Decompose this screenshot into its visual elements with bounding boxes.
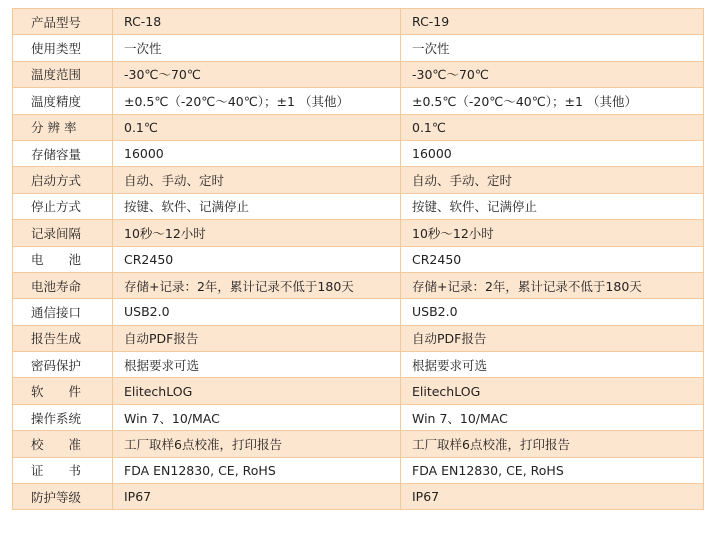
- table-row: [13, 61, 704, 87]
- row-label: 启动方式: [13, 167, 113, 193]
- rc19-value: RC-19: [401, 9, 704, 35]
- table-row: [13, 272, 704, 298]
- rc18-value: RC-18: [113, 9, 401, 35]
- row-label: 温度精度: [13, 88, 113, 114]
- spec-comparison-table: [12, 8, 704, 510]
- rc18-value: 自动、手动、定时: [113, 167, 401, 193]
- rc19-value: ±0.5℃（-20℃～40℃）；±1 （其他）: [401, 88, 704, 114]
- rc19-value: Win 7、10/MAC: [401, 404, 704, 430]
- table-row: [13, 114, 704, 140]
- row-label: 分 辨 率: [13, 114, 113, 140]
- rc18-value: -30℃～70℃: [113, 61, 401, 87]
- rc19-value: 自动、手动、定时: [401, 167, 704, 193]
- row-label: 防护等级: [13, 484, 113, 510]
- rc18-value: IP67: [113, 484, 401, 510]
- table-row: [13, 431, 704, 457]
- table-row: [13, 193, 704, 219]
- rc19-value: 一次性: [401, 35, 704, 61]
- rc19-value: FDA EN12830, CE, RoHS: [401, 457, 704, 483]
- table-row: [13, 35, 704, 61]
- rc19-value: CR2450: [401, 246, 704, 272]
- rc18-value: ±0.5℃（-20℃～40℃）；±1 （其他）: [113, 88, 401, 114]
- rc18-value: CR2450: [113, 246, 401, 272]
- rc19-value: 0.1℃: [401, 114, 704, 140]
- table-row: [13, 220, 704, 246]
- rc18-value: 10秒～12小时: [113, 220, 401, 246]
- rc19-value: 自动PDF报告: [401, 325, 704, 351]
- table-row: [13, 457, 704, 483]
- row-label: 电 池: [13, 246, 113, 272]
- rc18-value: 存储+记录：2年，累计记录不低于180天: [113, 272, 401, 298]
- rc19-value: 根据要求可选: [401, 352, 704, 378]
- rc18-value: 按键、软件、记满停止: [113, 193, 401, 219]
- row-label: 校 准: [13, 431, 113, 457]
- row-label: 证 书: [13, 457, 113, 483]
- row-label: 操作系统: [13, 404, 113, 430]
- table-row: [13, 9, 704, 35]
- rc19-value: -30℃～70℃: [401, 61, 704, 87]
- table-row: [13, 299, 704, 325]
- rc18-value: 根据要求可选: [113, 352, 401, 378]
- row-label: 软 件: [13, 378, 113, 404]
- rc18-value: 0.1℃: [113, 114, 401, 140]
- row-label: 温度范围: [13, 61, 113, 87]
- table-row: [13, 325, 704, 351]
- rc19-value: USB2.0: [401, 299, 704, 325]
- row-label: 使用类型: [13, 35, 113, 61]
- rc18-value: Win 7、10/MAC: [113, 404, 401, 430]
- rc19-value: 10秒～12小时: [401, 220, 704, 246]
- rc19-value: 存储+记录：2年，累计记录不低于180天: [401, 272, 704, 298]
- row-label: 产品型号: [13, 9, 113, 35]
- table-row: [13, 352, 704, 378]
- table-row: [13, 246, 704, 272]
- row-label: 记录间隔: [13, 220, 113, 246]
- table-row: [13, 167, 704, 193]
- rc18-value: 一次性: [113, 35, 401, 61]
- row-label: 存储容量: [13, 140, 113, 166]
- rc18-value: ElitechLOG: [113, 378, 401, 404]
- rc18-value: 16000: [113, 140, 401, 166]
- table-row: [13, 140, 704, 166]
- row-label: 报告生成: [13, 325, 113, 351]
- rc19-value: ElitechLOG: [401, 378, 704, 404]
- row-label: 通信接口: [13, 299, 113, 325]
- row-label: 电池寿命: [13, 272, 113, 298]
- table-row: [13, 484, 704, 510]
- rc18-value: FDA EN12830, CE, RoHS: [113, 457, 401, 483]
- rc18-value: USB2.0: [113, 299, 401, 325]
- rc19-value: 按键、软件、记满停止: [401, 193, 704, 219]
- row-label: 停止方式: [13, 193, 113, 219]
- table-row: [13, 404, 704, 430]
- spec-table-container: [12, 8, 703, 510]
- rc19-value: 工厂取样6点校准，打印报告: [401, 431, 704, 457]
- rc19-value: 16000: [401, 140, 704, 166]
- rc19-value: IP67: [401, 484, 704, 510]
- table-row: [13, 378, 704, 404]
- rc18-value: 工厂取样6点校准，打印报告: [113, 431, 401, 457]
- row-label: 密码保护: [13, 352, 113, 378]
- table-row: [13, 88, 704, 114]
- rc18-value: 自动PDF报告: [113, 325, 401, 351]
